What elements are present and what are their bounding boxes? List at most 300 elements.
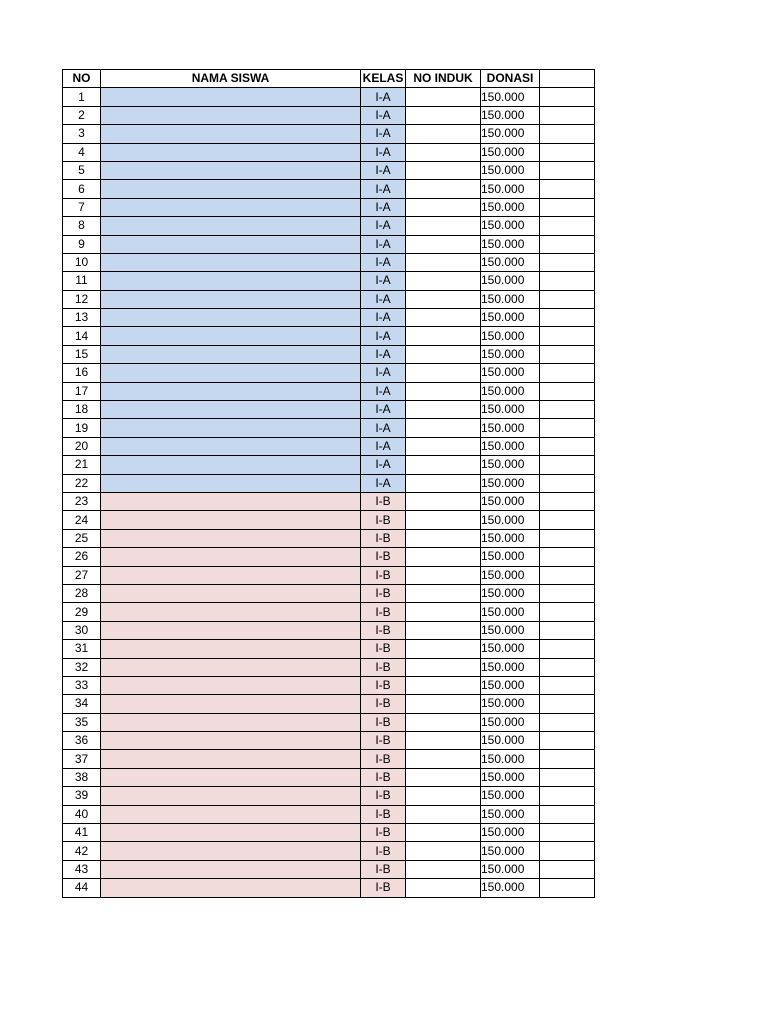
table-row [63, 217, 595, 235]
cell-kelas[interactable]: I-A [361, 382, 406, 400]
cell-kelas[interactable]: I-B [361, 492, 406, 510]
cell-donasi[interactable]: 150.000 [481, 695, 540, 713]
cell-no[interactable]: 35 [63, 713, 101, 731]
cell-nama-siswa[interactable] [101, 198, 361, 216]
header-nama-siswa[interactable]: NAMA SISWA [101, 70, 361, 88]
cell-no[interactable]: 37 [63, 750, 101, 768]
cell-no-induk[interactable] [406, 125, 481, 143]
cell-kelas[interactable]: I-B [361, 860, 406, 878]
cell-extra[interactable] [540, 290, 595, 308]
cell-nama-siswa[interactable] [101, 529, 361, 547]
cell-extra[interactable] [540, 621, 595, 639]
cell-donasi[interactable]: 150.000 [481, 161, 540, 179]
cell-kelas[interactable]: I-B [361, 787, 406, 805]
cell-no-induk[interactable] [406, 768, 481, 786]
cell-no-induk[interactable] [406, 805, 481, 823]
cell-no-induk[interactable] [406, 217, 481, 235]
cell-no[interactable]: 21 [63, 456, 101, 474]
header-no[interactable]: NO [63, 70, 101, 88]
cell-extra[interactable] [540, 419, 595, 437]
cell-no[interactable]: 11 [63, 272, 101, 290]
cell-nama-siswa[interactable] [101, 419, 361, 437]
cell-no-induk[interactable] [406, 511, 481, 529]
cell-extra[interactable] [540, 713, 595, 731]
cell-no-induk[interactable] [406, 106, 481, 124]
cell-no[interactable]: 10 [63, 253, 101, 271]
cell-nama-siswa[interactable] [101, 492, 361, 510]
cell-donasi[interactable]: 150.000 [481, 713, 540, 731]
table-row [63, 787, 595, 805]
cell-donasi[interactable]: 150.000 [481, 676, 540, 694]
cell-nama-siswa[interactable] [101, 364, 361, 382]
cell-extra[interactable] [540, 88, 595, 106]
cell-nama-siswa[interactable] [101, 824, 361, 842]
cell-extra[interactable] [540, 198, 595, 216]
cell-donasi[interactable]: 150.000 [481, 768, 540, 786]
cell-kelas[interactable]: I-A [361, 143, 406, 161]
table-row [63, 842, 595, 860]
cell-nama-siswa[interactable] [101, 456, 361, 474]
cell-no[interactable]: 7 [63, 198, 101, 216]
table-row [63, 695, 595, 713]
cell-kelas[interactable]: I-A [361, 419, 406, 437]
cell-nama-siswa[interactable] [101, 309, 361, 327]
cell-no[interactable]: 6 [63, 180, 101, 198]
header-extra[interactable] [540, 70, 595, 88]
cell-nama-siswa[interactable] [101, 401, 361, 419]
header-kelas[interactable]: KELAS [361, 70, 406, 88]
cell-nama-siswa[interactable] [101, 676, 361, 694]
cell-nama-siswa[interactable] [101, 658, 361, 676]
cell-nama-siswa[interactable] [101, 695, 361, 713]
header-no-induk[interactable]: NO INDUK [406, 70, 481, 88]
cell-nama-siswa[interactable] [101, 511, 361, 529]
cell-extra[interactable] [540, 768, 595, 786]
cell-nama-siswa[interactable] [101, 566, 361, 584]
cell-nama-siswa[interactable] [101, 548, 361, 566]
cell-no-induk[interactable] [406, 879, 481, 897]
table-row [63, 382, 595, 400]
cell-nama-siswa[interactable] [101, 474, 361, 492]
cell-nama-siswa[interactable] [101, 125, 361, 143]
cell-extra[interactable] [540, 566, 595, 584]
cell-donasi[interactable]: 150.000 [481, 253, 540, 271]
cell-kelas[interactable]: I-A [361, 309, 406, 327]
cell-donasi[interactable]: 150.000 [481, 419, 540, 437]
cell-no[interactable]: 14 [63, 327, 101, 345]
cell-donasi[interactable]: 150.000 [481, 824, 540, 842]
cell-no[interactable]: 39 [63, 787, 101, 805]
cell-extra[interactable] [540, 676, 595, 694]
cell-kelas[interactable]: I-B [361, 529, 406, 547]
cell-kelas[interactable]: I-B [361, 713, 406, 731]
cell-kelas[interactable]: I-B [361, 768, 406, 786]
cell-nama-siswa[interactable] [101, 106, 361, 124]
cell-no-induk[interactable] [406, 750, 481, 768]
cell-donasi[interactable]: 150.000 [481, 180, 540, 198]
cell-extra[interactable] [540, 125, 595, 143]
cell-extra[interactable] [540, 584, 595, 602]
cell-kelas[interactable]: I-B [361, 658, 406, 676]
cell-kelas[interactable]: I-B [361, 750, 406, 768]
table-header [63, 70, 595, 88]
cell-kelas[interactable]: I-A [361, 88, 406, 106]
cell-donasi[interactable]: 150.000 [481, 474, 540, 492]
cell-no-induk[interactable] [406, 860, 481, 878]
cell-no[interactable]: 25 [63, 529, 101, 547]
cell-kelas[interactable]: I-B [361, 640, 406, 658]
cell-no[interactable]: 32 [63, 658, 101, 676]
cell-donasi[interactable]: 150.000 [481, 621, 540, 639]
table-row [63, 345, 595, 363]
cell-no[interactable]: 44 [63, 879, 101, 897]
cell-no[interactable]: 8 [63, 217, 101, 235]
cell-extra[interactable] [540, 805, 595, 823]
table-row [63, 180, 595, 198]
cell-donasi[interactable]: 150.000 [481, 787, 540, 805]
cell-nama-siswa[interactable] [101, 640, 361, 658]
cell-kelas[interactable]: I-B [361, 566, 406, 584]
cell-kelas[interactable]: I-B [361, 621, 406, 639]
cell-extra[interactable] [540, 309, 595, 327]
cell-donasi[interactable]: 150.000 [481, 345, 540, 363]
cell-kelas[interactable]: I-A [361, 198, 406, 216]
cell-no-induk[interactable] [406, 842, 481, 860]
cell-no[interactable]: 19 [63, 419, 101, 437]
cell-no-induk[interactable] [406, 345, 481, 363]
cell-nama-siswa[interactable] [101, 860, 361, 878]
table-row [63, 750, 595, 768]
cell-donasi[interactable]: 150.000 [481, 143, 540, 161]
cell-extra[interactable] [540, 732, 595, 750]
cell-extra[interactable] [540, 529, 595, 547]
table-row [63, 143, 595, 161]
cell-kelas[interactable]: I-B [361, 548, 406, 566]
cell-nama-siswa[interactable] [101, 217, 361, 235]
cell-nama-siswa[interactable] [101, 290, 361, 308]
cell-no[interactable]: 1 [63, 88, 101, 106]
cell-no[interactable]: 43 [63, 860, 101, 878]
cell-extra[interactable] [540, 695, 595, 713]
cell-no[interactable]: 38 [63, 768, 101, 786]
cell-extra[interactable] [540, 180, 595, 198]
cell-extra[interactable] [540, 253, 595, 271]
cell-no-induk[interactable] [406, 548, 481, 566]
cell-kelas[interactable]: I-A [361, 180, 406, 198]
cell-nama-siswa[interactable] [101, 382, 361, 400]
table-row [63, 548, 595, 566]
cell-no-induk[interactable] [406, 401, 481, 419]
cell-no-induk[interactable] [406, 732, 481, 750]
cell-kelas[interactable]: I-A [361, 217, 406, 235]
cell-no[interactable]: 12 [63, 290, 101, 308]
cell-donasi[interactable]: 150.000 [481, 88, 540, 106]
cell-donasi[interactable]: 150.000 [481, 750, 540, 768]
cell-kelas[interactable]: I-A [361, 125, 406, 143]
cell-donasi[interactable]: 150.000 [481, 492, 540, 510]
table-row [63, 713, 595, 731]
table-row [63, 640, 595, 658]
cell-no-induk[interactable] [406, 143, 481, 161]
cell-no-induk[interactable] [406, 253, 481, 271]
cell-no[interactable]: 29 [63, 603, 101, 621]
cell-extra[interactable] [540, 364, 595, 382]
cell-no-induk[interactable] [406, 235, 481, 253]
cell-extra[interactable] [540, 640, 595, 658]
cell-no-induk[interactable] [406, 676, 481, 694]
cell-kelas[interactable]: I-A [361, 456, 406, 474]
cell-kelas[interactable]: I-A [361, 235, 406, 253]
cell-kelas[interactable]: I-B [361, 584, 406, 602]
cell-nama-siswa[interactable] [101, 787, 361, 805]
cell-no-induk[interactable] [406, 364, 481, 382]
table-row [63, 584, 595, 602]
cell-nama-siswa[interactable] [101, 713, 361, 731]
cell-no[interactable]: 15 [63, 345, 101, 363]
cell-extra[interactable] [540, 401, 595, 419]
cell-kelas[interactable]: I-A [361, 364, 406, 382]
cell-extra[interactable] [540, 548, 595, 566]
cell-extra[interactable] [540, 437, 595, 455]
cell-extra[interactable] [540, 235, 595, 253]
cell-no-induk[interactable] [406, 290, 481, 308]
cell-no[interactable]: 3 [63, 125, 101, 143]
cell-no[interactable]: 9 [63, 235, 101, 253]
cell-extra[interactable] [540, 272, 595, 290]
cell-no-induk[interactable] [406, 309, 481, 327]
cell-kelas[interactable]: I-A [361, 290, 406, 308]
cell-no[interactable]: 16 [63, 364, 101, 382]
table-row [63, 364, 595, 382]
header-row [63, 70, 595, 88]
cell-no-induk[interactable] [406, 88, 481, 106]
table-row [63, 401, 595, 419]
cell-no[interactable]: 23 [63, 492, 101, 510]
cell-donasi[interactable]: 150.000 [481, 640, 540, 658]
table-row [63, 235, 595, 253]
cell-no-induk[interactable] [406, 695, 481, 713]
cell-nama-siswa[interactable] [101, 621, 361, 639]
cell-extra[interactable] [540, 106, 595, 124]
cell-kelas[interactable]: I-B [361, 842, 406, 860]
cell-donasi[interactable]: 150.000 [481, 548, 540, 566]
table-row [63, 474, 595, 492]
table-row [63, 768, 595, 786]
cell-extra[interactable] [540, 492, 595, 510]
cell-no-induk[interactable] [406, 419, 481, 437]
cell-donasi[interactable]: 150.000 [481, 364, 540, 382]
cell-nama-siswa[interactable] [101, 143, 361, 161]
cell-extra[interactable] [540, 750, 595, 768]
cell-kelas[interactable]: I-B [361, 511, 406, 529]
cell-no-induk[interactable] [406, 603, 481, 621]
cell-donasi[interactable]: 150.000 [481, 603, 540, 621]
cell-kelas[interactable]: I-B [361, 695, 406, 713]
cell-donasi[interactable]: 150.000 [481, 437, 540, 455]
cell-no-induk[interactable] [406, 492, 481, 510]
cell-no-induk[interactable] [406, 161, 481, 179]
cell-kelas[interactable]: I-B [361, 603, 406, 621]
table-row [63, 272, 595, 290]
cell-no-induk[interactable] [406, 566, 481, 584]
cell-nama-siswa[interactable] [101, 842, 361, 860]
cell-no[interactable]: 5 [63, 161, 101, 179]
cell-no-induk[interactable] [406, 437, 481, 455]
cell-kelas[interactable]: I-B [361, 879, 406, 897]
cell-nama-siswa[interactable] [101, 88, 361, 106]
cell-extra[interactable] [540, 824, 595, 842]
cell-no-induk[interactable] [406, 474, 481, 492]
cell-donasi[interactable]: 150.000 [481, 309, 540, 327]
cell-nama-siswa[interactable] [101, 180, 361, 198]
cell-kelas[interactable]: I-A [361, 345, 406, 363]
header-donasi[interactable]: DONASI [481, 70, 540, 88]
cell-donasi[interactable]: 150.000 [481, 106, 540, 124]
cell-no[interactable]: 34 [63, 695, 101, 713]
cell-nama-siswa[interactable] [101, 768, 361, 786]
cell-nama-siswa[interactable] [101, 584, 361, 602]
cell-no-induk[interactable] [406, 658, 481, 676]
table-row [63, 603, 595, 621]
cell-extra[interactable] [540, 474, 595, 492]
cell-donasi[interactable]: 150.000 [481, 511, 540, 529]
cell-kelas[interactable]: I-A [361, 327, 406, 345]
cell-extra[interactable] [540, 658, 595, 676]
cell-donasi[interactable]: 150.000 [481, 842, 540, 860]
cell-extra[interactable] [540, 511, 595, 529]
cell-no[interactable]: 2 [63, 106, 101, 124]
cell-donasi[interactable]: 150.000 [481, 327, 540, 345]
cell-kelas[interactable]: I-B [361, 676, 406, 694]
cell-no-induk[interactable] [406, 824, 481, 842]
cell-no[interactable]: 18 [63, 401, 101, 419]
cell-nama-siswa[interactable] [101, 805, 361, 823]
cell-extra[interactable] [540, 161, 595, 179]
cell-extra[interactable] [540, 345, 595, 363]
cell-no-induk[interactable] [406, 180, 481, 198]
cell-nama-siswa[interactable] [101, 327, 361, 345]
cell-nama-siswa[interactable] [101, 253, 361, 271]
table-row [63, 732, 595, 750]
cell-no[interactable]: 30 [63, 621, 101, 639]
cell-nama-siswa[interactable] [101, 732, 361, 750]
cell-nama-siswa[interactable] [101, 750, 361, 768]
cell-no[interactable]: 42 [63, 842, 101, 860]
cell-donasi[interactable]: 150.000 [481, 658, 540, 676]
cell-donasi[interactable]: 150.000 [481, 401, 540, 419]
cell-donasi[interactable]: 150.000 [481, 125, 540, 143]
cell-nama-siswa[interactable] [101, 437, 361, 455]
table-row [63, 88, 595, 106]
cell-kelas[interactable]: I-A [361, 437, 406, 455]
cell-no[interactable]: 33 [63, 676, 101, 694]
cell-kelas[interactable]: I-A [361, 253, 406, 271]
cell-donasi[interactable]: 150.000 [481, 860, 540, 878]
cell-no[interactable]: 17 [63, 382, 101, 400]
cell-nama-siswa[interactable] [101, 161, 361, 179]
cell-no[interactable]: 27 [63, 566, 101, 584]
cell-kelas[interactable]: I-B [361, 824, 406, 842]
cell-nama-siswa[interactable] [101, 235, 361, 253]
cell-kelas[interactable]: I-B [361, 805, 406, 823]
cell-kelas[interactable]: I-A [361, 161, 406, 179]
cell-donasi[interactable]: 150.000 [481, 290, 540, 308]
cell-no-induk[interactable] [406, 272, 481, 290]
cell-nama-siswa[interactable] [101, 879, 361, 897]
cell-no-induk[interactable] [406, 621, 481, 639]
cell-no-induk[interactable] [406, 584, 481, 602]
cell-donasi[interactable]: 150.000 [481, 198, 540, 216]
cell-no-induk[interactable] [406, 529, 481, 547]
cell-extra[interactable] [540, 456, 595, 474]
cell-donasi[interactable]: 150.000 [481, 235, 540, 253]
cell-extra[interactable] [540, 842, 595, 860]
cell-no[interactable]: 26 [63, 548, 101, 566]
cell-donasi[interactable]: 150.000 [481, 805, 540, 823]
cell-extra[interactable] [540, 327, 595, 345]
cell-no[interactable]: 22 [63, 474, 101, 492]
cell-extra[interactable] [540, 217, 595, 235]
cell-donasi[interactable]: 150.000 [481, 732, 540, 750]
table-row [63, 511, 595, 529]
cell-no-induk[interactable] [406, 456, 481, 474]
table-row [63, 879, 595, 897]
cell-donasi[interactable]: 150.000 [481, 382, 540, 400]
cell-no-induk[interactable] [406, 382, 481, 400]
table-row [63, 621, 595, 639]
cell-no[interactable]: 36 [63, 732, 101, 750]
cell-no[interactable]: 4 [63, 143, 101, 161]
cell-no[interactable]: 24 [63, 511, 101, 529]
cell-kelas[interactable]: I-B [361, 732, 406, 750]
cell-kelas[interactable]: I-A [361, 474, 406, 492]
cell-donasi[interactable]: 150.000 [481, 584, 540, 602]
cell-no[interactable]: 31 [63, 640, 101, 658]
cell-extra[interactable] [540, 143, 595, 161]
cell-donasi[interactable]: 150.000 [481, 272, 540, 290]
cell-nama-siswa[interactable] [101, 345, 361, 363]
cell-extra[interactable] [540, 860, 595, 878]
cell-donasi[interactable]: 150.000 [481, 529, 540, 547]
cell-donasi[interactable]: 150.000 [481, 456, 540, 474]
cell-no[interactable]: 40 [63, 805, 101, 823]
cell-donasi[interactable]: 150.000 [481, 217, 540, 235]
cell-donasi[interactable]: 150.000 [481, 566, 540, 584]
cell-no-induk[interactable] [406, 787, 481, 805]
cell-extra[interactable] [540, 787, 595, 805]
table-row [63, 824, 595, 842]
cell-no-induk[interactable] [406, 640, 481, 658]
cell-no-induk[interactable] [406, 327, 481, 345]
cell-no-induk[interactable] [406, 713, 481, 731]
cell-nama-siswa[interactable] [101, 272, 361, 290]
cell-extra[interactable] [540, 879, 595, 897]
cell-nama-siswa[interactable] [101, 603, 361, 621]
cell-donasi[interactable]: 150.000 [481, 879, 540, 897]
table-row [63, 125, 595, 143]
cell-kelas[interactable]: I-A [361, 401, 406, 419]
cell-no[interactable]: 41 [63, 824, 101, 842]
cell-extra[interactable] [540, 382, 595, 400]
cell-no[interactable]: 20 [63, 437, 101, 455]
cell-no[interactable]: 13 [63, 309, 101, 327]
cell-no-induk[interactable] [406, 198, 481, 216]
cell-extra[interactable] [540, 603, 595, 621]
cell-no[interactable]: 28 [63, 584, 101, 602]
cell-kelas[interactable]: I-A [361, 272, 406, 290]
table-row [63, 161, 595, 179]
cell-kelas[interactable]: I-A [361, 106, 406, 124]
